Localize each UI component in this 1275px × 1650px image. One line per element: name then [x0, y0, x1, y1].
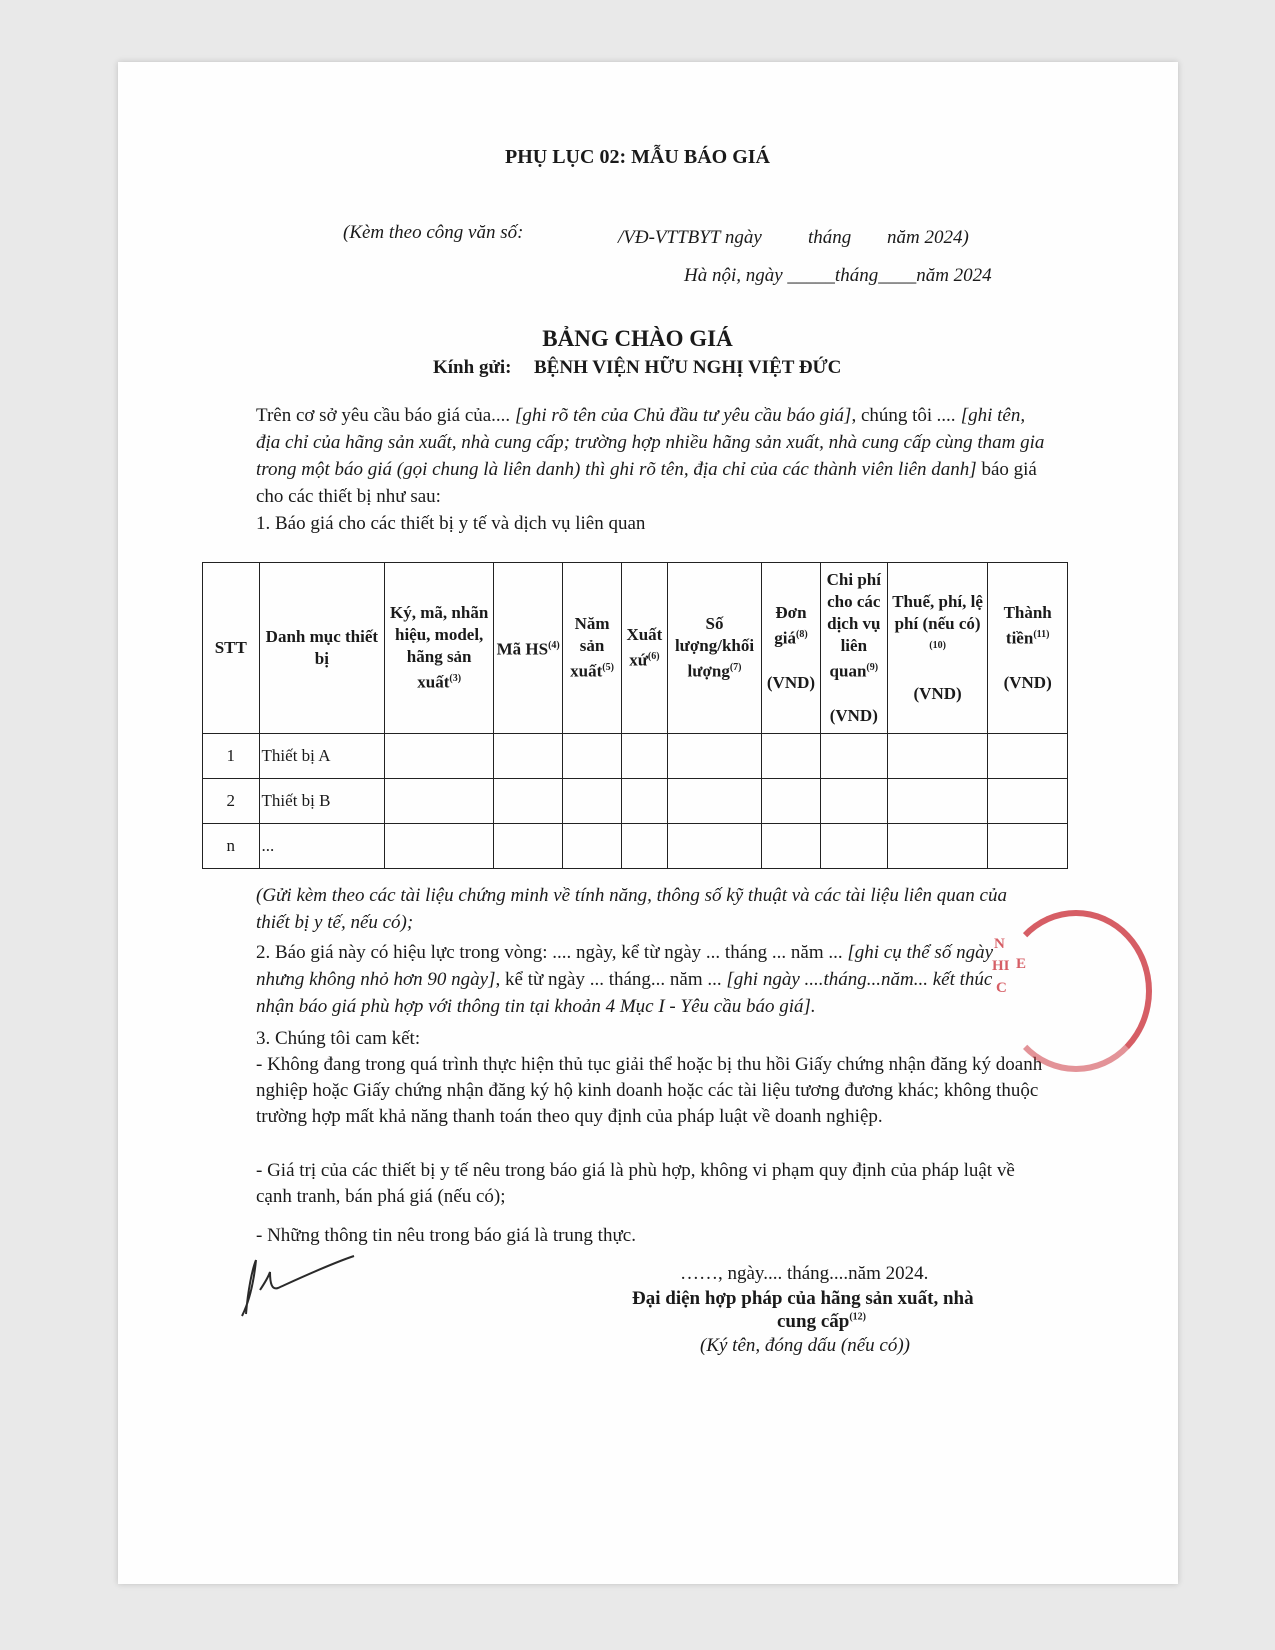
commit-1: - Không đang trong quá trình thực hiện thủ tục giải thể hoặc bị thu hồi Giấy chứng nhận đăng ký doanh nghiệp hoặc Giấy chứng nhận đăng ký hộ kinh doanh hoặc các tài liệu tương đương khác; không thuộc trường hợp mất khả năng thanh toán theo quy định của pháp luật về doanh nghiệp. [256, 1054, 1043, 1127]
commit-2: - Giá trị của các thiết bị y tế nêu trong báo giá là phù hợp, không vi phạm quy định của pháp luật về cạnh tranh, bán phá giá (nếu có); [256, 1160, 1015, 1207]
signature-date: ……, ngày.... tháng....năm 2024. [680, 1263, 929, 1284]
validity-text-d: [ghi ngày ....tháng...năm... kết thúc nhận báo giá phù hợp với thông tin tại khoản 4 Mục I - Yêu cầu báo giá]. [256, 969, 993, 1017]
date-line: Hà nội, ngày _____tháng____năm 2024 [684, 265, 992, 286]
doc-month: tháng [808, 227, 852, 248]
row-name: Thiết bị A [259, 734, 385, 779]
representative-line-2: cung cấp$^{(12)}$ [777, 1311, 866, 1332]
commit-title: 3. Chúng tôi cam kết: [256, 1028, 421, 1049]
quote-table [202, 562, 1068, 869]
header-chi-phi: Chi phí cho các dịch vụ liên quan$^{(9)}$ (VND) [820, 563, 887, 734]
header-ma-hs: Mã HS$^{(4)}$ [494, 563, 563, 734]
header-danh-muc: Danh mục thiết bị [259, 563, 385, 734]
intro-text-c: , chúng tôi [851, 405, 933, 426]
validity-text-b: [ghi cụ thể số ngày nhưng không nhỏ hơn 90 ngày] [256, 942, 994, 990]
header-stt: STT [203, 563, 260, 734]
intro-end: báo giá cho các thiết bị như sau: [256, 459, 1037, 507]
table-row [203, 824, 1068, 869]
recipient: BỆNH VIỆN HỮU NGHỊ VIỆT ĐỨC [534, 357, 842, 378]
doc-ref: /VĐ-VTTBYT ngày [618, 227, 762, 248]
intro-text-b: [ghi rõ tên của Chủ đầu tư yêu cầu báo giá] [514, 405, 852, 426]
row-stt: 1 [203, 734, 260, 779]
attach-note: (Gửi kèm theo các tài liệu chứng minh về tính năng, thông số kỹ thuật và các tài liệu liên quan của thiết bị y tế, nếu có); [256, 885, 1007, 933]
company-stamp: N HI C E [1000, 910, 1152, 1072]
intro-text-a: Trên cơ sở yêu cầu báo giá của.... [256, 405, 511, 426]
row-stt: 2 [203, 779, 260, 824]
attached-doc-label: (Kèm theo công văn số: [343, 222, 524, 243]
table-header-row [203, 563, 1068, 734]
main-title: BẢNG CHÀO GIÁ [542, 326, 733, 351]
intro-italic: .... [ghi tên, địa chỉ của hãng sản xuất, nhà cung cấp; trường hợp nhiều hãng sản xuất, nhà cung cấp cùng tham gia trong một báo giá (gọi chung là liên danh) thì ghi rõ tên, địa chỉ của các thành viên liên danh] [256, 405, 1045, 480]
intro-paragraph [256, 402, 1046, 510]
header-thue: Thuế, phí, lệ phí (nếu có)$^{(10)}$ (VND) [887, 563, 988, 734]
sign-note: (Ký tên, đóng dấu (nếu có)) [700, 1335, 910, 1356]
appendix-title: PHỤ LỤC 02: MẪU BÁO GIÁ [505, 146, 770, 168]
signature-scribble [230, 1250, 360, 1320]
validity-text-a: 2. Báo giá này có hiệu lực trong vòng: .... ngày, kể từ ngày ... tháng ... năm ... [256, 942, 843, 963]
header-so-luong: Số lượng/khối lượng$^{(7)}$ [667, 563, 761, 734]
validity-paragraph [256, 939, 1016, 1020]
row-stt: n [203, 824, 260, 869]
representative-line-1: Đại diện hợp pháp của hãng sản xuất, nhà [632, 1288, 974, 1309]
header-xuat-xu: Xuất xứ$^{(6)}$ [621, 563, 667, 734]
table-row [203, 734, 1068, 779]
commit-3: - Những thông tin nêu trong báo giá là trung thực. [256, 1225, 636, 1246]
row-name: ... [259, 824, 385, 869]
row-name: Thiết bị B [259, 779, 385, 824]
header-nam-sx: Năm sản xuất$^{(5)}$ [563, 563, 622, 734]
header-don-gia: Đơn giá$^{(8)}$ (VND) [762, 563, 821, 734]
validity-text-c: , kể từ ngày ... tháng... năm ... [495, 969, 722, 990]
header-ky-ma: Ký, mã, nhãn hiệu, model, hãng sản xuất$^{(3)}$ [385, 563, 494, 734]
recipient-label: Kính gửi: [433, 357, 512, 378]
header-thanh-tien: Thành tiền$^{(11)}$ (VND) [988, 563, 1068, 734]
doc-year: năm 2024) [887, 227, 969, 248]
table-row [203, 779, 1068, 824]
section-1-heading: 1. Báo giá cho các thiết bị y tế và dịch vụ liên quan [256, 513, 646, 534]
